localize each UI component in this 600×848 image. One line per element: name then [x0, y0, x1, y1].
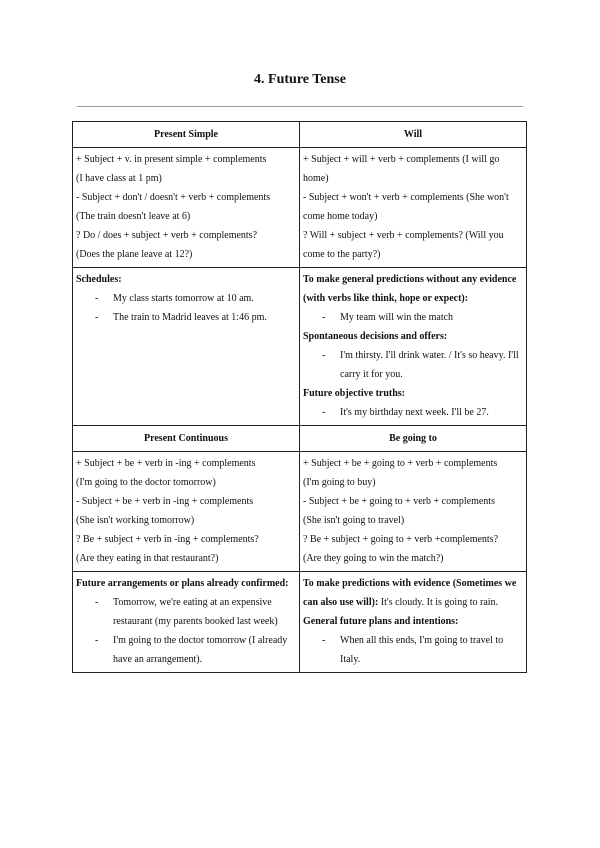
list-item: - Tomorrow, we're eating at an expensive restaurant (my parents booked last week) [95, 593, 296, 631]
title-divider [77, 106, 523, 107]
present-simple-uses [73, 268, 300, 426]
present-continuous-structure [73, 452, 300, 572]
list-item: - My class starts tomorrow at 10 am. [95, 289, 296, 308]
structure-line: - Subject + won't + verb + complements (She won't come home today) [303, 192, 509, 222]
structure-line: (I'm going to the doctor tomorrow) [76, 477, 216, 488]
structure-line: - Subject + be + going to + verb + complements [303, 496, 495, 507]
structure-line: (I have class at 1 pm) [76, 173, 162, 184]
structure-row [73, 452, 527, 572]
uses-list [76, 593, 296, 669]
table-header-row [73, 122, 527, 148]
present-simple-structure [73, 148, 300, 268]
list-item: - It's my birthday next week. I'll be 27. [322, 403, 523, 422]
list-item: - My team will win the match [322, 308, 523, 327]
structure-line: (Does the plane leave at 12?) [76, 249, 193, 260]
structure-line: + Subject + will + verb + complements (I will go home) [303, 154, 500, 184]
will-structure [300, 148, 527, 268]
uses-list [303, 631, 523, 669]
structure-line: (I'm going to buy) [303, 477, 376, 488]
structure-line: ? Do / does + subject + verb + complements? [76, 230, 258, 241]
uses-heading: To make predictions with evidence (Sometimes we can also use will): [303, 578, 517, 608]
uses-row [73, 268, 527, 426]
uses-heading: Future objective truths: [303, 388, 406, 399]
uses-heading: Schedules: [76, 274, 122, 285]
structure-line: (She isn't working tomorrow) [76, 515, 195, 526]
structure-line: - Subject + don't / doesn't + verb + complements [76, 192, 271, 203]
list-item: - I'm going to the doctor tomorrow (I already have an arrangement). [95, 631, 296, 669]
uses-list [303, 346, 523, 384]
present-continuous-uses [73, 572, 300, 673]
page-title: 4. Future Tense [254, 72, 346, 87]
uses-example: It's cloudy. It is going to rain. [378, 597, 499, 608]
list-item: - When all this ends, I'm going to travel to Italy. [322, 631, 523, 669]
uses-heading: Spontaneous decisions and offers: [303, 331, 448, 342]
be-going-to-structure [300, 452, 527, 572]
structure-line: ? Be + subject + going to + verb +complements? [303, 534, 499, 545]
be-going-to-uses [300, 572, 527, 673]
header-will: Will [300, 122, 527, 148]
uses-heading: Future arrangements or plans already confirmed: [76, 578, 289, 589]
uses-list [303, 403, 523, 422]
list-item: - The train to Madrid leaves at 1:46 pm. [95, 308, 296, 327]
structure-row [73, 148, 527, 268]
header-be-going-to: Be going to [300, 426, 527, 452]
structure-line: + Subject + v. in present simple + complements [76, 154, 267, 165]
will-uses [300, 268, 527, 426]
structure-line: ? Will + subject + verb + complements? (Will you come to the party?) [303, 230, 504, 260]
structure-line: ? Be + subject + verb in -ing + complements? [76, 534, 259, 545]
uses-heading: To make general predictions without any evidence (with verbs like think, hope or expect): [303, 274, 517, 304]
header-present-simple: Present Simple [73, 122, 300, 148]
structure-line: - Subject + be + verb in -ing + complements [76, 496, 254, 507]
structure-line: (Are they going to win the match?) [303, 553, 444, 564]
uses-list [76, 289, 296, 327]
future-tense-table [72, 121, 527, 673]
structure-line: (Are they eating in that restaurant?) [76, 553, 219, 564]
uses-heading: General future plans and intentions: [303, 616, 459, 627]
uses-paragraph [303, 574, 523, 612]
structure-line: (The train doesn't leave at 6) [76, 211, 191, 222]
uses-row [73, 572, 527, 673]
list-item: - I'm thirsty. I'll drink water. / It's so heavy. I'll carry it for you. [322, 346, 523, 384]
structure-line: + Subject + be + verb in -ing + complements [76, 458, 256, 469]
uses-list [303, 308, 523, 327]
structure-line: + Subject + be + going to + verb + complements [303, 458, 498, 469]
header-present-continuous: Present Continuous [73, 426, 300, 452]
table-header-row [73, 426, 527, 452]
structure-line: (She isn't going to travel) [303, 515, 405, 526]
